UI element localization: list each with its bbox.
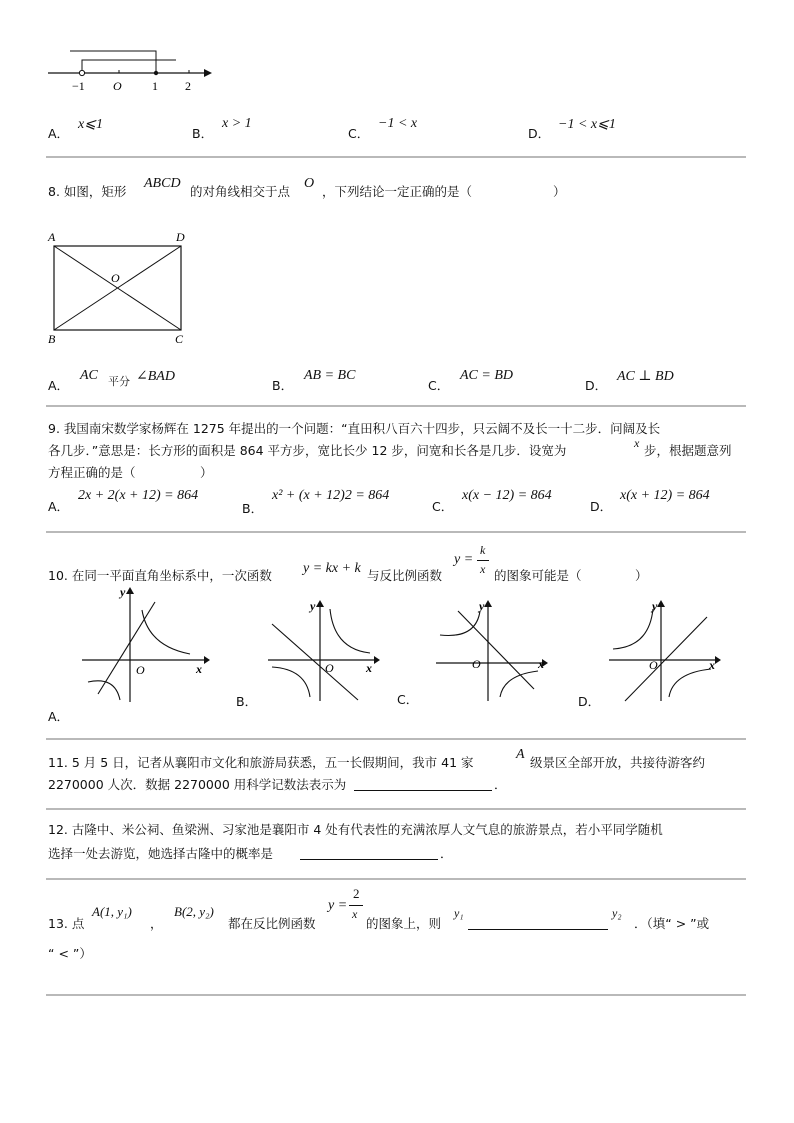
vertex-label: A (48, 230, 56, 244)
q13-point-b: B(2, y₂) (174, 904, 214, 919)
option-c-expr[interactable]: x(x − 12) = 864 (462, 488, 552, 503)
origin-label: O (325, 661, 334, 675)
q13-sep: ， (150, 916, 163, 931)
q12-period: ． (440, 846, 453, 861)
q13-frac-den: x (352, 907, 358, 921)
q13-stem-mid2: 的图象上，则 (366, 916, 442, 931)
axis-label: x (366, 661, 372, 675)
answer-blank[interactable] (300, 847, 438, 860)
origin-label: O (472, 657, 481, 671)
q13-frac-num: 2 (353, 886, 360, 901)
divider (46, 405, 746, 407)
q11-grade-a: A (516, 747, 525, 762)
q8-stem-mid: 的对角线相交于点 (190, 184, 291, 199)
tick-label: 2 (185, 79, 191, 93)
graph-option-b[interactable] (266, 597, 384, 703)
q13-y2: y₂ (612, 906, 622, 920)
divider (46, 994, 746, 996)
q13-stem: 13. 点 (48, 916, 85, 931)
q11-stem-line2: 2270000 人次．数据 2270000 用科学记数法表示为 (48, 777, 347, 792)
answer-blank[interactable] (354, 778, 492, 791)
option-c-expr[interactable]: −1 < x (378, 116, 418, 131)
option-b-label: B． (272, 378, 294, 393)
q12-stem-line2: 选择一处去游览，她选择古隆中的概率是 (48, 846, 274, 861)
q11-period: ． (494, 777, 507, 792)
divider (46, 156, 746, 158)
q10-stem: 10. 在同一平面直角坐标系中，一次函数 (48, 568, 272, 583)
graph-option-c[interactable] (434, 597, 552, 703)
fraction-bar (349, 905, 363, 906)
q8-point-o: O (304, 176, 315, 191)
q9-stem-line2: 各几步．”意思是：长方形的面积是 864 平方步，宽比长少 12 步，问宽和长各是几步．设宽为 (48, 443, 567, 458)
option-b-label: B． (192, 126, 214, 141)
option-c-expr[interactable]: AC = BD (460, 368, 513, 383)
option-a-expr[interactable]: x⩽1 (78, 117, 103, 132)
option-d-label: D． (590, 499, 613, 514)
option-d-label[interactable]: D． (578, 694, 601, 709)
graph-option-d[interactable] (607, 597, 725, 703)
q8-stem-end: ，下列结论一定正确的是（ (322, 184, 473, 199)
q8-rect-name: ABCD (144, 176, 181, 191)
option-d-expr[interactable]: −1 < x⩽1 (558, 117, 616, 132)
fraction-bar (477, 560, 489, 561)
q11-stem-line1: 11. 5 月 5 日，记者从襄阳市文化和旅游局获悉，五一长假期间，我市 41 家 (48, 755, 474, 770)
q10-stem-end: 的图象可能是（ (494, 568, 582, 583)
q13-stem-end: ．（填“ > ”或 (634, 916, 710, 931)
q13-y1: y₁ (454, 906, 464, 920)
q8-stem: 8. 如图，矩形 (48, 184, 127, 199)
q13-stem-mid: 都在反比例函数 (228, 916, 316, 931)
option-c-label: C． (432, 499, 454, 514)
q9-stem-line3: 方程正确的是（ (48, 465, 136, 480)
option-a-expr[interactable]: AC (80, 368, 98, 383)
axis-label: y (310, 599, 316, 613)
q13-stem-line2: “ < ”） (48, 946, 92, 961)
origin-label: O (649, 658, 658, 672)
q9-variable: x (634, 436, 640, 450)
option-b-label[interactable]: B． (236, 694, 258, 709)
rectangle-figure (44, 226, 194, 348)
option-d-label: D． (528, 126, 551, 141)
q11-stem-line1-end: 级景区全部开放，共接待游客约 (530, 755, 706, 770)
number-line-figure (44, 44, 214, 96)
q10-frac-den: x (480, 562, 486, 576)
vertex-label: B (48, 332, 56, 346)
option-a-label: A． (48, 378, 70, 393)
origin-label: O (136, 663, 145, 677)
axis-label: x (709, 658, 715, 672)
q10-y-eq: y = (454, 552, 474, 567)
option-a-label: A． (48, 499, 70, 514)
option-b-expr[interactable]: x² + (x + 12)2 = 864 (272, 488, 390, 503)
option-b-expr[interactable]: x > 1 (222, 116, 252, 131)
axis-label: x (196, 662, 202, 676)
tick-label: 1 (152, 79, 158, 93)
graph-option-a[interactable] (80, 584, 210, 704)
axis-label: y (120, 585, 126, 599)
vertex-label: D (176, 230, 185, 244)
axis-label: y (479, 599, 485, 613)
option-a-expr2[interactable]: ∠BAD (136, 369, 175, 384)
q10-frac-num: k (480, 543, 486, 557)
divider (46, 738, 746, 740)
option-a-expr[interactable]: 2x + 2(x + 12) = 864 (78, 488, 199, 503)
option-a-label[interactable]: A． (48, 709, 70, 724)
q12-stem-line1: 12. 古隆中、米公祠、鱼梁洲、习家池是襄阳市 4 处有代表性的充满浓厚人文气息的旅游景点，若小平同学随机 (48, 822, 663, 837)
divider (46, 531, 746, 533)
divider (46, 878, 746, 880)
q9-stem-line1: 9. 我国南宋数学家杨辉在 1275 年提出的一个问题：“直田积八百六十四步，只云阔不及长一十二步．问阔及长 (48, 421, 661, 436)
q10-stem-mid: 与反比例函数 (367, 568, 443, 583)
axis-label: x (538, 657, 544, 671)
option-c-label[interactable]: C． (397, 692, 419, 707)
vertex-label: C (175, 332, 184, 346)
q13-point-a: A(1, y₁) (92, 904, 132, 919)
axis-label: y (652, 599, 658, 613)
q9-stem-line2-end: 步，根据题意列 (644, 443, 732, 458)
q10-linear-function: y = kx + k (303, 561, 361, 576)
option-b-expr[interactable]: AB = BC (304, 368, 356, 383)
option-d-expr[interactable]: x(x + 12) = 864 (620, 488, 710, 503)
option-d-label: D． (585, 378, 608, 393)
option-d-expr[interactable]: AC ⊥ BD (617, 369, 674, 384)
q9-paren-close: ） (200, 465, 213, 480)
option-a-label: A． (48, 126, 70, 141)
option-c-label: C． (428, 378, 450, 393)
q13-y-eq: y = (328, 898, 348, 913)
tick-label: −1 (72, 79, 85, 93)
option-c-label: C． (348, 126, 370, 141)
divider (46, 808, 746, 810)
vertex-label: O (111, 271, 120, 285)
q10-paren-close: ） (635, 568, 648, 583)
option-b-label: B． (242, 501, 264, 516)
tick-label: O (113, 79, 122, 93)
option-a-note: 平分 (108, 375, 130, 388)
q8-paren-close: ） (553, 184, 566, 199)
answer-blank[interactable] (468, 917, 608, 930)
